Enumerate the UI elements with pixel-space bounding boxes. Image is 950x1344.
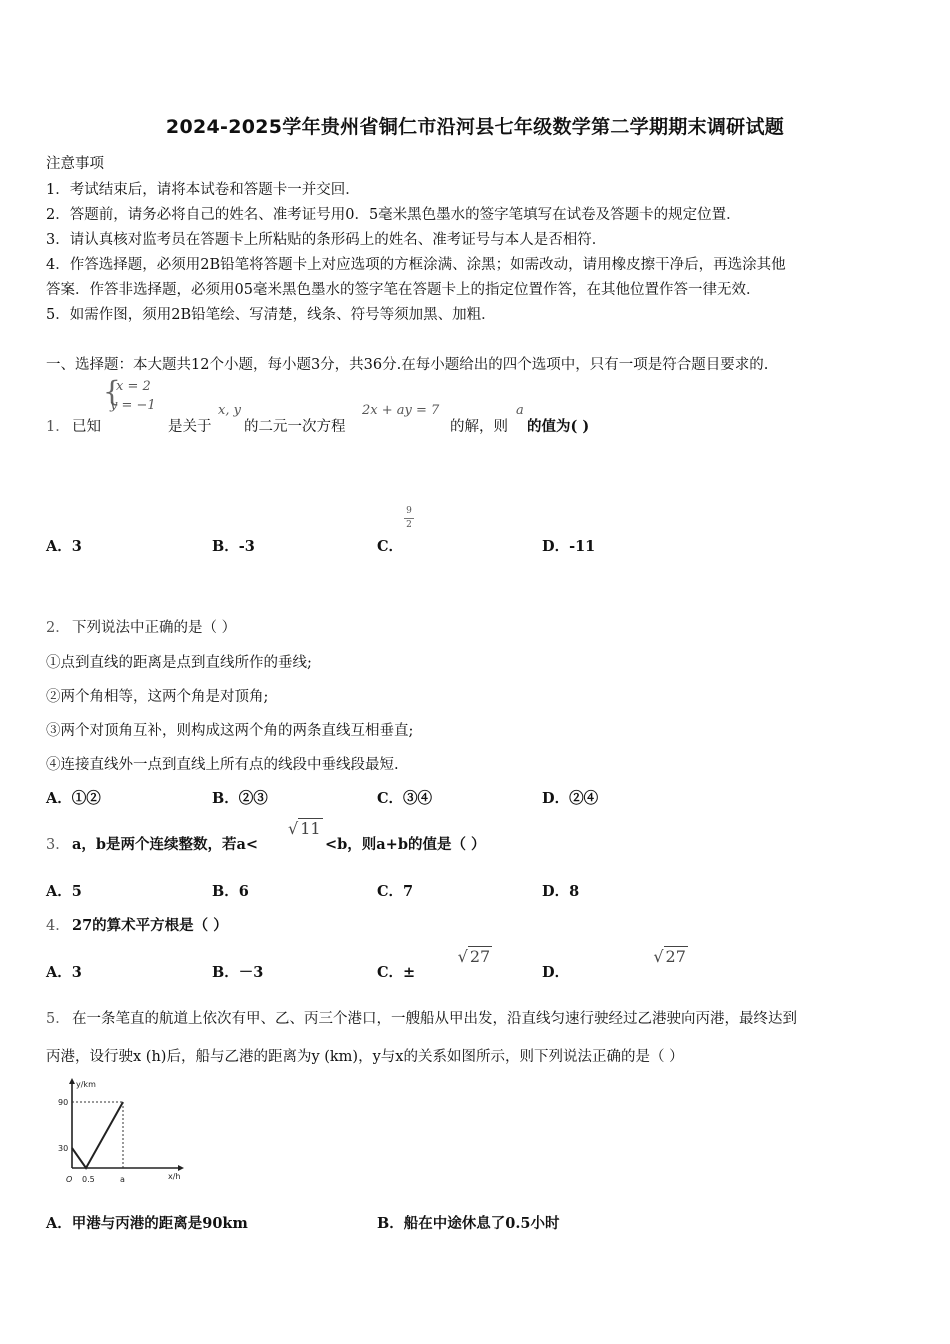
y-tick-90: 90 bbox=[58, 1098, 69, 1107]
page-title: 2024-2025学年贵州省铜仁市沿河县七年级数学第二学期期末调研试题 bbox=[165, 116, 785, 138]
q4-option-b: B．－3 bbox=[212, 964, 264, 981]
q1-option-a: A．3 bbox=[46, 538, 82, 555]
q4-option-c: C．± bbox=[377, 964, 416, 981]
q3-text: a，b是两个连续整数，若a< bbox=[72, 836, 259, 853]
notice-item: 4．作答选择题，必须用2B铅笔将答题卡上对应选项的方框涂满、涂黑；如需改动，请用橡皮擦干净后，再选涂其他 bbox=[46, 257, 786, 273]
radicand: 27 bbox=[665, 947, 686, 966]
radicand: 27 bbox=[469, 947, 491, 966]
q3-option-b: B．6 bbox=[212, 883, 249, 900]
q1-vars: x, y bbox=[218, 403, 241, 418]
q3-option-a: A．5 bbox=[46, 883, 82, 900]
section-heading: 一、选择题：本大题共12个小题，每小题3分，共36分.在每小题给出的四个选项中，只有一项是符合题目要求的. bbox=[46, 357, 769, 373]
q4-text: 27的算术平方根是（ ） bbox=[72, 917, 228, 934]
y-axis-label: y/km bbox=[76, 1080, 96, 1089]
notice-item: 3．请认真核对监考员在答题卡上所粘贴的条形码上的姓名、准考证号与本人是否相符． bbox=[46, 232, 607, 248]
q2-option-d: D．②④ bbox=[542, 790, 599, 807]
q1-number: 1． bbox=[46, 419, 70, 435]
q2-option-a: A．①② bbox=[46, 790, 101, 807]
sqrt-27-c bbox=[458, 946, 493, 966]
q2-option-c: C．③④ bbox=[377, 790, 433, 807]
q5-option-b: B．船在中途休息了0.5小时 bbox=[377, 1215, 560, 1232]
sqrt-icon: √ bbox=[288, 819, 299, 838]
q5-text-line2: 丙港，设行驶x (h)后，船与乙港的距离为y (km)，y与x的关系如图所示，则下列说法正确的是（ ） bbox=[46, 1049, 684, 1065]
q2-statement: ③两个对顶角互补，则构成这两个角的两条直线互相垂直; bbox=[46, 723, 414, 739]
notice-item: 1．考试结束后，请将本试卷和答题卡一并交回． bbox=[46, 182, 360, 198]
q5-text-line1: 在一条笔直的航道上依次有甲、乙、丙三个港口，一艘船从甲出发，沿直线匀速行驶经过乙港驶向丙港，最终达到 bbox=[72, 1011, 797, 1027]
q3-number: 3． bbox=[46, 837, 70, 853]
q1-text: 的二元一次方程 bbox=[244, 419, 346, 435]
fraction-numerator: 9 bbox=[406, 506, 412, 516]
q2-statement: ②两个角相等，这两个角是对顶角; bbox=[46, 689, 269, 705]
notice-item: 答案．作答非选择题，必须用05毫米黑色墨水的签字笔在答题卡上的指定位置作答，在其他位置作答一律无效． bbox=[46, 282, 761, 298]
q1-option-d: D．-11 bbox=[542, 538, 596, 555]
q1-text: 的值为( ) bbox=[527, 418, 590, 435]
notice-heading: 注意事项 bbox=[46, 156, 104, 172]
sqrt-icon: √ bbox=[653, 947, 664, 966]
q2-statement: ④连接直线外一点到直线上所有点的线段中垂线段最短. bbox=[46, 757, 399, 773]
notice-item: 2．答题前，请务必将自己的姓名、准考证号用0．5毫米黑色墨水的签字笔填写在试卷及答题卡的规定位置． bbox=[46, 207, 741, 223]
q1-option-c: C． bbox=[377, 538, 404, 555]
fraction-denominator: 2 bbox=[406, 520, 412, 530]
radicand: 11 bbox=[300, 819, 321, 838]
x-tick-a: a bbox=[120, 1175, 125, 1184]
notice-item: 5．如需作图，须用2B铅笔绘、写清楚，线条、符号等须加黑、加粗． bbox=[46, 307, 496, 323]
q3-option-c: C．7 bbox=[377, 883, 414, 900]
system-line-1: x = 2 bbox=[116, 379, 151, 394]
q2-number: 2． bbox=[46, 620, 70, 636]
q1-var-a: a bbox=[516, 403, 524, 418]
y-tick-30: 30 bbox=[58, 1144, 69, 1153]
sqrt-11 bbox=[288, 818, 323, 838]
fraction-bar bbox=[404, 518, 414, 519]
q3-option-d: D．8 bbox=[542, 883, 580, 900]
q1-text: 的解，则 bbox=[450, 419, 508, 435]
q2-option-b: B．②③ bbox=[212, 790, 268, 807]
x-tick-05: 0.5 bbox=[82, 1175, 95, 1184]
sqrt-icon: √ bbox=[457, 947, 468, 966]
q2-statement: ①点到直线的距离是点到直线所作的垂线; bbox=[46, 655, 312, 671]
q1-option-b: B．-3 bbox=[212, 538, 255, 555]
fraction bbox=[403, 506, 415, 531]
q5-number: 5． bbox=[46, 1011, 70, 1027]
q2-text: 下列说法中正确的是（ ） bbox=[72, 620, 237, 636]
q4-option-d: D． bbox=[542, 964, 570, 981]
origin-label: O bbox=[66, 1175, 73, 1184]
x-axis-arrow-icon bbox=[178, 1165, 184, 1171]
sqrt-27-d bbox=[653, 946, 688, 966]
system-line-2: y = −1 bbox=[110, 398, 156, 413]
q4-number: 4． bbox=[46, 918, 70, 934]
q5-option-a: A．甲港与丙港的距离是90km bbox=[46, 1215, 248, 1232]
q4-option-a: A．3 bbox=[46, 964, 82, 981]
q5-graph bbox=[56, 1078, 186, 1188]
brace-icon: { bbox=[103, 375, 121, 408]
y-axis-arrow-icon bbox=[69, 1078, 75, 1084]
q3-text: <b，则a+b的值是（ ） bbox=[325, 836, 486, 853]
x-axis-label: x/h bbox=[168, 1172, 181, 1181]
q1-text: 已知 bbox=[72, 419, 101, 435]
q1-equation: 2x + ay = 7 bbox=[362, 403, 440, 418]
graph-line bbox=[72, 1102, 123, 1168]
q1-text: 是关于 bbox=[168, 419, 212, 435]
